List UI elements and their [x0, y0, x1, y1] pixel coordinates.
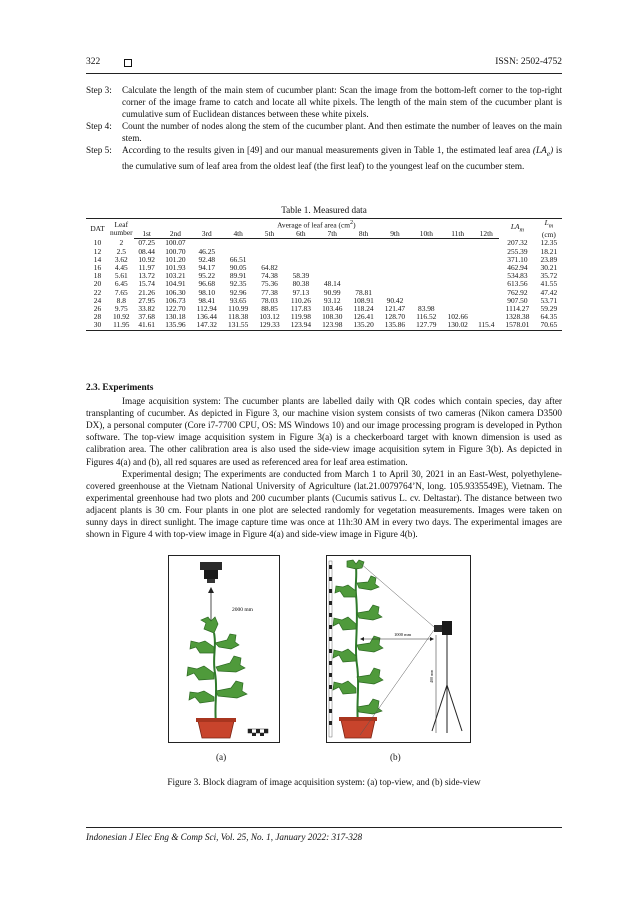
table-cell: 112.94 — [196, 304, 217, 313]
table-cell: 07.25 — [138, 238, 155, 248]
table-cell: 18.21 — [540, 246, 558, 256]
col-leaf-10th: 10th — [411, 230, 442, 239]
table-cell — [442, 248, 473, 256]
table-cell — [442, 280, 473, 288]
table-cell: 108.30 — [322, 312, 343, 322]
table-cell: 1114.27 — [505, 304, 530, 313]
issn: ISSN: 2502-4752 — [495, 57, 562, 67]
table-cell: 6.45 — [114, 279, 128, 289]
figure-3b-side-view — [326, 555, 471, 743]
table-cell — [317, 248, 348, 256]
flower-pot — [341, 720, 375, 738]
table-cell: 78.03 — [261, 295, 278, 305]
table-row — [86, 248, 562, 256]
table-cell: 18 — [93, 271, 102, 281]
table-cell: 41.61 — [134, 321, 160, 330]
table-cell — [348, 264, 379, 272]
table-cell: 53.71 — [540, 295, 558, 305]
table-cell: 130.02 — [442, 321, 473, 330]
table-cell: 78.81 — [355, 287, 372, 297]
col-leaf-7th: 7th — [317, 230, 348, 239]
table-cell: 41.55 — [540, 279, 558, 289]
table-cell — [442, 289, 473, 297]
dimension-label-vertical: 400 mm — [429, 669, 434, 683]
table-cell: 95.22 — [198, 271, 216, 281]
table-cell: 7.65 — [114, 287, 128, 297]
table-cell: 58.39 — [292, 271, 310, 281]
dimension-label: 1000 mm — [394, 632, 412, 637]
table-cell: 116.52 — [416, 312, 437, 322]
table-cell — [379, 264, 410, 272]
table-cell — [442, 256, 473, 264]
header-rule — [86, 73, 562, 74]
table-cell — [473, 305, 499, 313]
table-cell: 1578.01 — [499, 321, 536, 330]
table-cell: 90.05 — [229, 262, 247, 272]
symbol-la-end: ) — [550, 145, 554, 156]
pot-rim — [196, 718, 236, 722]
table-cell — [285, 256, 316, 264]
table-cell: 30.21 — [540, 262, 558, 272]
table-cell — [442, 264, 473, 272]
table-cell: 98.41 — [198, 295, 216, 305]
table-cell: 118.38 — [228, 312, 249, 322]
col-la-text: LA — [510, 222, 520, 232]
figure-label-b: (b) — [390, 752, 401, 762]
table-cell: 96.68 — [198, 279, 216, 289]
symbol-la-sub: e — [546, 149, 551, 159]
symbol-la: (LA — [532, 145, 547, 156]
table-cell — [379, 280, 410, 288]
table-cell: 13.72 — [138, 271, 155, 281]
table-cell — [348, 239, 379, 248]
group-header — [134, 219, 500, 230]
table-cell — [285, 239, 316, 248]
step-label: Step 5: — [86, 145, 112, 156]
table-cell: 762.92 — [507, 287, 528, 297]
col-leaf-12th: 12th — [473, 230, 499, 239]
table-cell — [473, 297, 499, 305]
table-cell — [254, 248, 285, 256]
table-cell — [473, 264, 499, 272]
table-cell: 207.32 — [507, 238, 528, 248]
table-cell: 131.55 — [222, 321, 253, 330]
step-5 — [86, 144, 562, 172]
step-text — [122, 144, 562, 172]
table-cell — [411, 264, 442, 272]
table-cell: 135.86 — [379, 321, 410, 330]
col-l-text: L — [544, 218, 549, 227]
col-leaf-number: Leaf number — [110, 219, 133, 237]
table-caption: Table 1. Measured data — [281, 205, 367, 215]
table-cell: 462.94 — [507, 262, 528, 272]
table-cell — [411, 280, 442, 288]
table-cell — [348, 256, 379, 264]
table-cell: 147.32 — [191, 321, 222, 330]
group-header-text: Average of leaf area (cm — [277, 220, 351, 230]
table-cell: 26 — [93, 304, 102, 313]
table-cell: 102.66 — [447, 312, 468, 322]
page-number: 322 — [86, 57, 101, 67]
group-header-sup: 2 — [350, 220, 354, 227]
table-cell: 103.21 — [165, 271, 186, 281]
table-cell: 14 — [93, 254, 102, 264]
flower-pot — [198, 721, 234, 738]
table-cell: 4.45 — [114, 262, 128, 272]
table-cell: 101.93 — [165, 262, 186, 272]
table-cell: 100.07 — [165, 238, 186, 248]
step-text: Count the number of nodes along the stem of the cucumber plant. And then estimate the number of leaves on the main stem. — [122, 121, 562, 144]
table-cell: 28 — [93, 312, 102, 322]
col-leaf-8th: 8th — [348, 230, 379, 239]
table-cell: 8.8 — [116, 295, 126, 305]
table-cell: 12.35 — [540, 238, 558, 248]
table-row — [86, 321, 562, 330]
experiments-section — [86, 382, 562, 540]
step-text-a: According to the results given in [49] and our manual measurements given in Table 1, the estimated leaf area — [122, 145, 531, 156]
table-cell — [317, 264, 348, 272]
table-cell — [411, 289, 442, 297]
page-header — [86, 57, 562, 71]
table-cell — [411, 256, 442, 264]
table-cell: 20 — [93, 279, 102, 289]
footer-rule — [86, 827, 562, 828]
table-cell: 110.26 — [290, 295, 311, 305]
step-4 — [86, 120, 562, 144]
table-cell: 93.12 — [323, 295, 341, 305]
table-cell: 3.62 — [114, 254, 128, 264]
table-cell: 92.35 — [229, 279, 247, 289]
table-cell: 104.91 — [165, 279, 186, 289]
step-3 — [86, 84, 562, 120]
table-cell: 126.41 — [353, 312, 374, 322]
table-cell — [379, 239, 410, 248]
box-icon — [124, 59, 132, 67]
table-cell: 123.94 — [285, 321, 316, 330]
col-l-unit: (cm) — [541, 229, 556, 239]
table-cell: 2 — [119, 238, 124, 248]
table-cell: 46.25 — [198, 246, 216, 256]
table-cell: 59.29 — [540, 304, 558, 313]
table-cell: 47.42 — [540, 287, 558, 297]
table-cell: 2.5 — [116, 246, 126, 256]
table-cell: 106.73 — [165, 295, 186, 305]
table-cell: 16 — [93, 262, 102, 272]
table-cell: 35.72 — [540, 271, 558, 281]
table-cell — [285, 248, 316, 256]
table-cell: 24 — [93, 295, 102, 305]
table-cell — [411, 239, 442, 248]
table-cell: 110.99 — [228, 304, 249, 313]
table-cell: 75.36 — [261, 279, 278, 289]
group-header-end: ) — [353, 220, 356, 230]
step-label: Step 3: — [86, 85, 112, 95]
table-cell — [379, 248, 410, 256]
table-cell — [317, 256, 348, 264]
table-cell: 534.83 — [507, 271, 528, 281]
table-cell: 22 — [93, 287, 102, 297]
table-row — [86, 264, 562, 272]
col-leaf-11th: 11th — [442, 230, 473, 239]
col-la-sub: m — [519, 227, 524, 234]
table-cell: 10 — [93, 238, 102, 248]
table-cell: 83.98 — [418, 304, 435, 313]
table-cell: 117.83 — [290, 304, 311, 313]
table-cell: 37.68 — [138, 312, 155, 322]
table-cell: 101.20 — [165, 254, 186, 264]
measured-data-table — [86, 218, 562, 331]
table-cell: 135.96 — [160, 321, 191, 330]
table-cell — [348, 272, 379, 280]
table-cell: 15.74 — [138, 279, 155, 289]
table-cell: 103.46 — [322, 304, 343, 313]
table-cell — [411, 248, 442, 256]
table-cell: 33.82 — [138, 304, 155, 313]
table-cell: 30 — [86, 321, 109, 330]
table-cell: 64.35 — [540, 312, 558, 322]
dimension-label: 2000 mm — [232, 607, 253, 613]
table-cell — [379, 272, 410, 280]
col-leaf-9th: 9th — [379, 230, 410, 239]
table-cell: 136.44 — [196, 312, 217, 322]
steps-list — [86, 84, 562, 172]
table-cell — [442, 239, 473, 248]
step-text: Calculate the length of the main stem of cucumber plant: Scan the image from the bottom-left corner to the top-right corner of the image frame to catch and locate all white pixels. The length of the main stem of the cucumber plant is cumulative sum of Euclidean distances between these white pixels. — [122, 85, 562, 120]
table-cell: 119.98 — [290, 312, 311, 322]
figure-3a-top-view — [168, 555, 280, 743]
table-cell: 93.65 — [229, 295, 247, 305]
table-cell: 94.17 — [198, 262, 216, 272]
table-cell: 129.33 — [254, 321, 285, 330]
table-cell: 74.38 — [261, 271, 278, 281]
table-cell — [442, 297, 473, 305]
col-leaf-2nd: 2nd — [160, 230, 191, 239]
col-leaf-6th: 6th — [285, 230, 316, 239]
table-cell: 135.20 — [348, 321, 379, 330]
table-cell — [473, 280, 499, 288]
col-l-sub: m — [548, 223, 554, 230]
col-leaf-4th: 4th — [222, 230, 253, 239]
col-la — [499, 219, 536, 239]
col-leaf-1st: 1st — [134, 230, 160, 239]
table-cell: 23.89 — [540, 254, 558, 264]
step-text-b: is the cumulative sum of leaf area from the oldest leaf (the first leaf) to the youngest leaf on the cucumber stem. — [122, 145, 563, 172]
table-body — [86, 239, 562, 330]
table-cell: 118.24 — [353, 304, 374, 313]
table-cell: 10.92 — [112, 312, 130, 322]
paragraph-acquisition: Image acquisition system: The cucumber plants are labelled daily with QR codes which contain species, day after transplanting of cucumber. As depicted in Figure 3, our machine vision system consists of two cameras (Nikon camera D3500 DX), a personal computer (Core i7-7700 CPU, OS: MS Windows 10) and our image processing program is developed in Python software. The top-view image acquisition system in Figure 3(a) is a checkerboard target with known dimension is used as calibration area. The other calibration area is also used the side-view image acquisition sytem in Figure 3(b). As depicted in Figures 4(a) and (b), all red squares are used as referenced area for leaf area estimation. — [86, 396, 562, 467]
table-cell: 66.51 — [229, 254, 247, 264]
table-cell — [473, 272, 499, 280]
table-cell — [473, 248, 499, 256]
table-cell: 9.75 — [114, 304, 128, 313]
table-cell: 64.82 — [261, 262, 278, 272]
table-cell — [442, 272, 473, 280]
table-cell: 371.10 — [507, 254, 528, 264]
figure-label-a: (a) — [216, 752, 227, 762]
table-cell: 08.44 — [138, 246, 155, 256]
table-row — [86, 239, 562, 248]
section-title: 2.3. Experiments — [86, 383, 154, 393]
table-cell: 127.79 — [411, 321, 442, 330]
table-cell — [348, 248, 379, 256]
col-dat: DAT — [86, 219, 109, 239]
table-cell — [473, 256, 499, 264]
table-cell: 70.65 — [536, 321, 562, 330]
table-cell: 48.14 — [323, 279, 341, 289]
table-cell: 115.4 — [473, 321, 499, 330]
table-cell: 100.70 — [165, 246, 186, 256]
table-cell: 89.91 — [229, 271, 247, 281]
table-cell: 98.10 — [198, 287, 216, 297]
table-cell — [222, 239, 253, 248]
table-cell: 255.39 — [507, 246, 528, 256]
table-cell: 5.61 — [114, 271, 128, 281]
paragraph-design: Experimental design; The experiments are conducted from March 1 to April 30, 2021 in an East-West, polyethylene-covered greenhouse at the Vietnam National University of Agriculture (lat.21.0079764’N, long. 105.9335549E), Vietnam. The experimental greenhouse had two plots and 200 cucumber plants (Cucumis sativus L. cv. Deltastar). The distance between two adjacent plants is 30 cm. Four plants in one plot are selected randomly for vegetation measurements. Images were taken on sunny days in direct sunlight. The image capture time was once at 11h:30 AM in every two days. The experimental images are shown in Figure 4 with top-view image in Figure 4(a) and side-view image in Figure 4(b). — [86, 468, 562, 540]
table-cell — [379, 256, 410, 264]
table-cell: 97.13 — [292, 287, 310, 297]
table-cell: 130.18 — [165, 312, 186, 322]
table-cell: 90.42 — [386, 295, 404, 305]
table-cell — [254, 239, 285, 248]
table-cell: 88.85 — [261, 304, 278, 313]
page-footer: Indonesian J Elec Eng & Comp Sci, Vol. 25, No. 1, January 2022: 317-328 — [86, 832, 363, 842]
leaf-columns-header — [86, 230, 562, 239]
table-cell: 90.99 — [323, 287, 341, 297]
table-cell: 21.26 — [138, 287, 155, 297]
table-cell: 77.38 — [261, 287, 278, 297]
table-cell: 11.95 — [109, 321, 134, 330]
col-l — [536, 219, 562, 239]
table-cell: 121.47 — [384, 304, 406, 313]
table-row — [86, 256, 562, 264]
table-cell: 613.56 — [507, 279, 528, 289]
table-cell: 122.70 — [165, 304, 186, 313]
table-cell: 92.96 — [229, 287, 247, 297]
table-cell: 123.98 — [317, 321, 348, 330]
table-cell: 1328.38 — [505, 312, 530, 322]
table-cell — [473, 239, 499, 248]
table-cell: 108.91 — [353, 295, 374, 305]
col-leaf-5th: 5th — [254, 230, 285, 239]
table-cell: 92.48 — [198, 254, 216, 264]
table-cell — [473, 289, 499, 297]
table-cell: 80.38 — [292, 279, 310, 289]
table-cell: 11.97 — [138, 262, 155, 272]
table-cell: 10.92 — [138, 254, 155, 264]
table-cell — [317, 239, 348, 248]
table-cell: 27.95 — [138, 295, 155, 305]
step-label: Step 4: — [86, 121, 112, 132]
table-cell: 12 — [93, 246, 102, 256]
table-cell: 103.12 — [259, 312, 280, 322]
table-cell: 106.30 — [165, 287, 186, 297]
table-cell: 128.70 — [384, 312, 406, 322]
col-leaf-3rd: 3rd — [191, 230, 222, 239]
table-cell: 907.50 — [507, 295, 528, 305]
figure-caption: Figure 3. Block diagram of image acquisition system: (a) top-view, and (b) side-view — [167, 777, 481, 787]
table-cell — [411, 272, 442, 280]
